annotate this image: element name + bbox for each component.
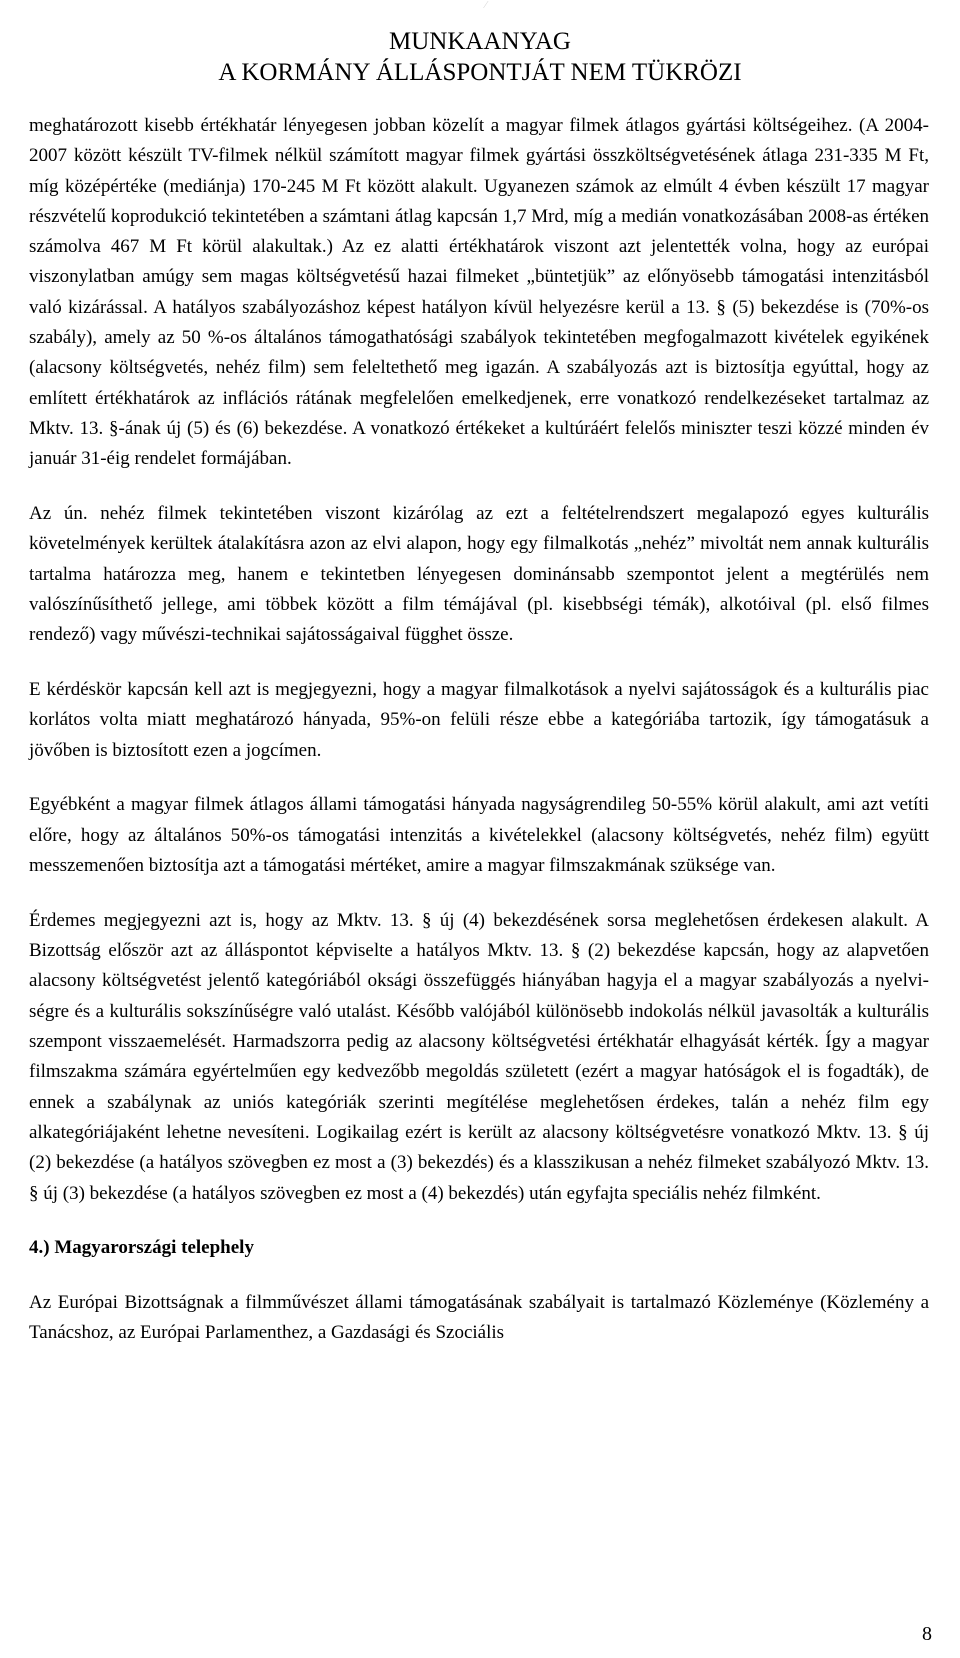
paragraph-5: Érdemes megjegyezni azt is, hogy az Mktv. 13. § új (4) bekezdésének sorsa meglehetősen érdekesen alakult. A Bizottság először azt az álláspontot képviselte a hatályos Mktv. 13. § (2) bekezdése kapcsán, hogy az alapvetően alacsony költségvetést jelentő kategóriából oksági összefüggés hiányában hagyja el a magyar szabályozás a nyelviségre és a kulturális sokszínűségre való utalást. Később valójából különösebb indokolás nélkül javasolták a kulturális szempont visszaemelését. Harmadszorra pedig az alacsony költségvetési értékhatár elhagyását kérték. Így a magyar filmszakma számára egyértelműen egy kedvezőbb megoldás született (ezért a magyar hatóságok el is fogadták), de ennek a szabálynak az uniós kategóriák szerinti megítélése meglehetősen érdekes, talán a nehéz film egy alkategóriájaként lehetne nevesíteni. Logikailag ezért is került az alacsony költségvetésre vonatkozó Mktv. 13. § új (2) bekezdése (a hatályos szövegben ez most a (3) bekezdés) és a klasszikusan a nehéz filmeket szabályozó Mktv. 13. § új (3) bekezdése (a hatályos szövegben ez most a (4) bekezdés) után egyfajta speciális nehéz filmként. (29, 909, 929, 1204)
watermark-line-1: MUNKAANYAG (389, 28, 571, 55)
paragraph-6: Az Európai Bizottságnak a filmművészet állami támogatásának szabályait is tartalmazó Közleménye (Közlemény a Tanácshoz, az Európai Parlamenthez, a Gazdasági és Szociális (29, 1292, 929, 1344)
watermark-line-2: A KORMÁNY ÁLLÁSPONTJÁT NEM TÜKRÖZI (218, 59, 742, 86)
paragraph-1: meghatározott kisebb értékhatár lényegesen jobban közelít a magyar filmek átlagos gyártási költségeihez. (A 2004-2007 között készült TV-filmek nélkül számított magyar filmek gyártási összköltségvetésének átlaga 231-335 M Ft, míg középértéke (mediánja) 170-245 M Ft között alakult. Ugyanezen számok az elmúlt 4 évben készült 17 magyar részvételű koprodukció tekintetében a számtani átlag kapcsán 1,7 Mrd, míg a medián vonatkozásában 2008-as értéken számolva 467 M Ft körül alakultak.) Az ez alatti értékhatárok viszont azt jelentették volna, hogy az európai viszonylatban amúgy sem magas költségvetésű hazai filmeket „büntetjük” az előnyösebb támogatási intenzitásból való kizárással. A hatályos szabályozáshoz képest hatályon kívül helyezésre kerül a 13. § (5) bekezdése is (70%-os szabály), amely az 50 %-os általános támogathatósági szabályok tekintetében megfogalmazott kivételek egyikének (alacsony költségvetés, nehéz film) sem feleltethető meg igazán. A szabályozás azt is biztosítja egyúttal, hogy az említett értékhatárok az inflációs rátának megfelelően emelkedjenek, erre vonatkozó rendelkezéseket tartalmaz az Mktv. 13. §-ának új (5) és (6) bekezdése. A vonatkozó értékeket a kultúráért felelős miniszter teszi közzé minden év január 31-éig rendelet formájában. (29, 115, 929, 470)
paragraph-2: Az ún. nehéz filmek tekintetében viszont kizárólag az ezt a feltételrendszert megalapozó egyes kulturális követelmények kerültek átalakításra azon az elvi alapon, hogy egy filmalkotás „nehéz” mivoltát nem annak kulturális tartalma határozza meg, hanem e tekintetben lényegesen dominánsabb szempontot jelent a megtérülés nem valószínűsíthető jellege, ami többek között a film témájával (pl. kisebbségi témák), alkotóival (pl. első filmes rendező) vagy művészi-technikai sajátosságaival függhet össze. (29, 503, 929, 646)
scan-artifact: ⁄ (485, 0, 487, 11)
document-body (29, 111, 929, 1349)
paragraph-4: Egyébként a magyar filmek átlagos állami támogatási hányada nagyságrendileg 50-55% körül alakult, ami azt vetíti előre, hogy az általános 50%-os támogatási intenzitás a kivételekkel (alacsony költségvetés, nehéz film) együtt messzemenően biztosítja azt a támogatási mértéket, amire a magyar filmszakmának szüksége van. (29, 794, 929, 877)
section-heading: 4.) Magyarországi telephely (29, 1237, 254, 1259)
draft-watermark-header (0, 26, 960, 88)
page-number: 8 (922, 1623, 932, 1645)
paragraph-3: E kérdéskör kapcsán kell azt is megjegyezni, hogy a magyar filmalkotások a nyelvi sajátosságok és a kulturális piac korlátos volta miatt meghatározó hányada, 95%-on felüli része ebbe a kategóriába tartozik, így támogatásuk a jövőben is biztosított ezen a jogcímen. (29, 679, 929, 761)
